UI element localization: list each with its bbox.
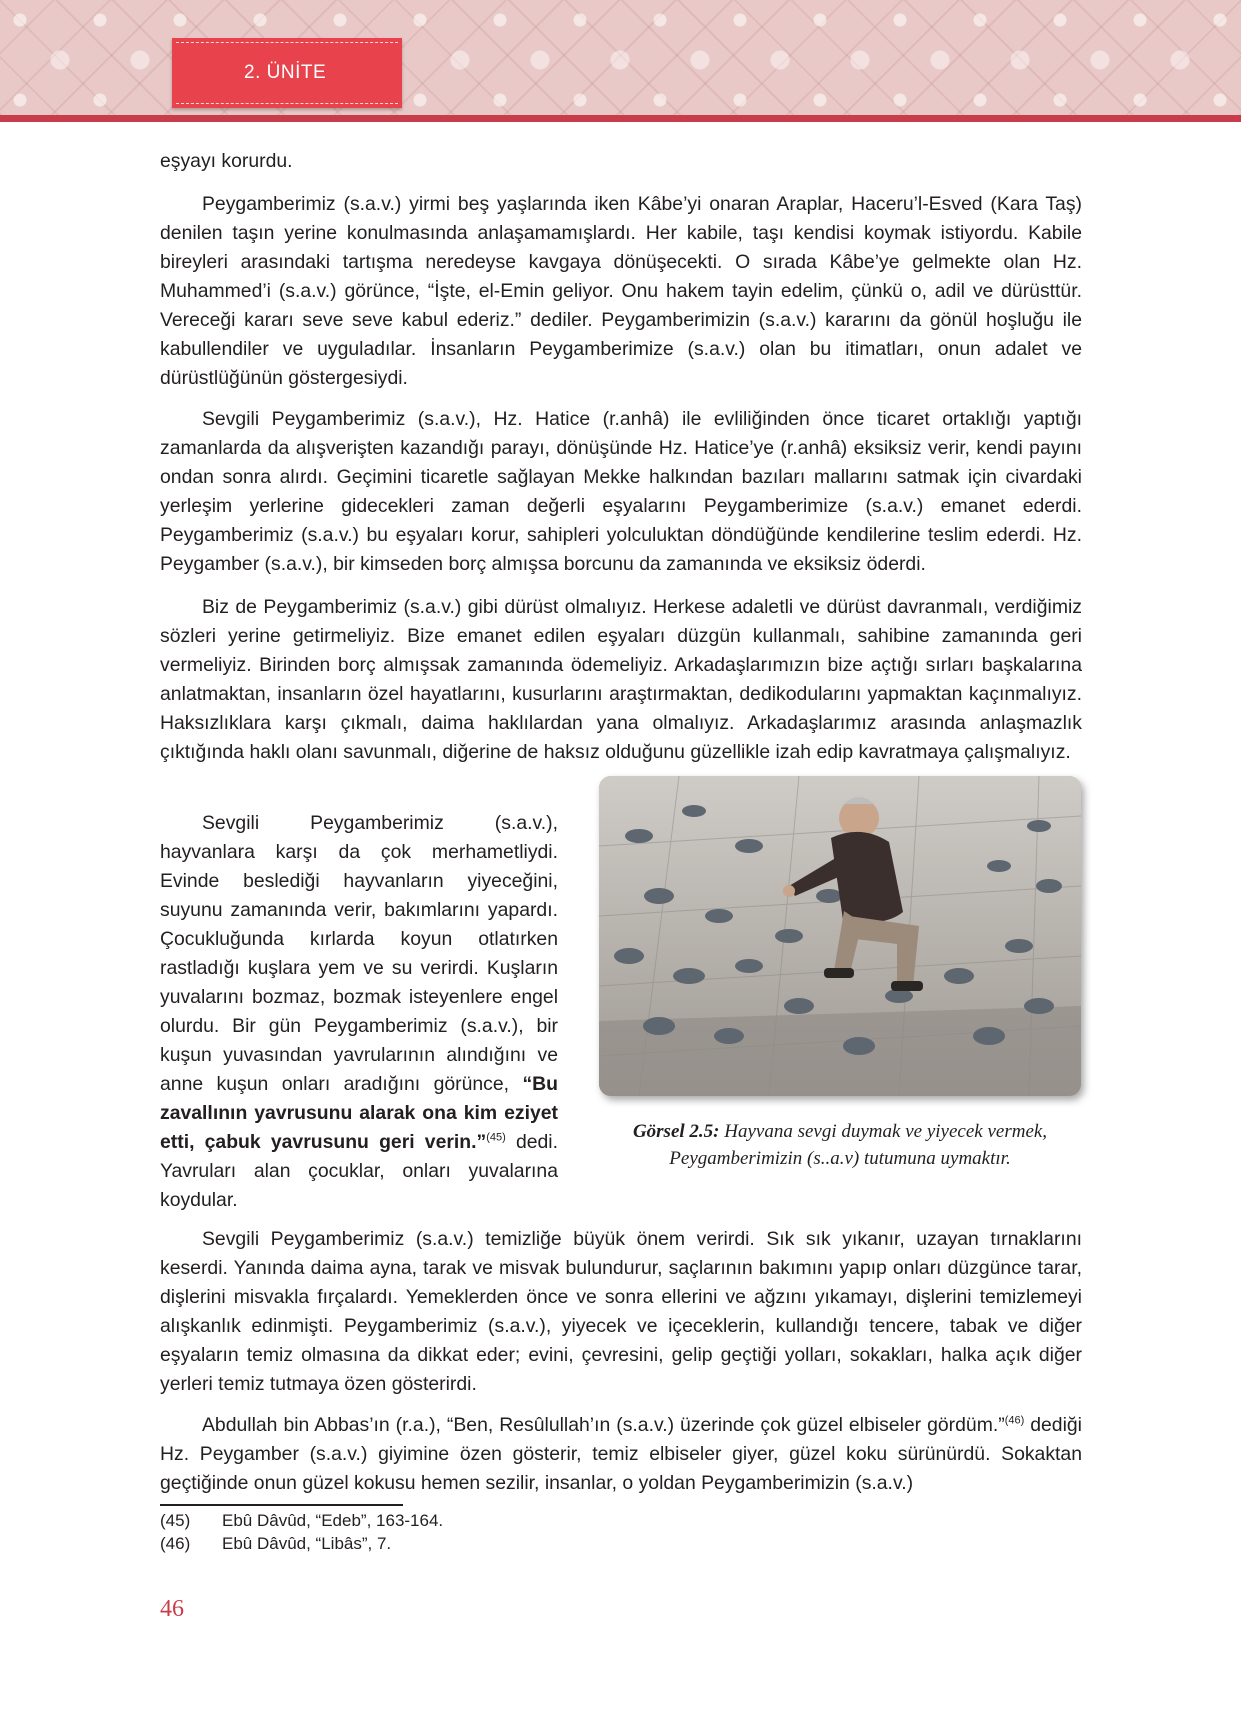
footnote-ref-45: (45) <box>486 1131 506 1144</box>
figure-caption <box>599 1118 1081 1172</box>
footnote-text: Ebû Dâvûd, “Libâs”, 7. <box>222 1534 392 1553</box>
header-divider <box>0 115 1241 122</box>
paragraph-clothing <box>160 1411 1082 1498</box>
paragraph-cleanliness: Sevgili Peygamberimiz (s.a.v.) temizliğe büyük önem verirdi. Sık sık yıkanır, uzayan tırnaklarını keserdi. Yanında daima ayna, tarak ve misvak bulundurur, saçlarının bakımını yapıp onları düzgünce tarar, dişlerini misvakla fırçalardı. Yemeklerden önce ve sonra ellerini ve ağzını yıkamayı, dişlerini temizlemeyi alışkanlık edinmişti. Peygamberimiz (s.a.v.), yiyecek ve içeceklerin, kullandığı tencere, tabak ve diğer eşyaların temiz olmasına da dikkat eder; evini, çevresini, gelip geçtiği yolları, sokakları, halka açık diğer yerleri temiz tutmaya özen gösterirdi. <box>160 1228 1082 1395</box>
footnote-45 <box>160 1510 443 1532</box>
unit-badge <box>172 38 402 108</box>
caption-label: Görsel 2.5: <box>632 1121 720 1142</box>
paragraph-animals <box>160 809 558 1215</box>
animals-text: Sevgili Peygamberimiz (s.a.v.), hayvanlara karşı da çok merhametliydi. Evinde beslediği hayvanların yiyeceğini, suyunu zamanında verir, bakımlarını yapardı. Çocukluğunda kırlarda koyun otlatırken rastladığı kuşlara yem ve su verirdi. Kuşların yuvalarını bozmaz, bozmak isteyenlere engel olurdu. Bir gün Peygamberimiz (s.a.v.), bir kuşun yuvasından yavrularının alındığını ve anne kuşun onları aradığını görünce, <box>160 812 558 1095</box>
caption-text: Hayvana sevgi duymak ve yiyecek vermek, Peygamberimizin (s..a.v) tutumuna uymaktır. <box>669 1121 1048 1169</box>
footnote-number: (45) <box>160 1511 191 1530</box>
page-number: 46 <box>160 1596 184 1622</box>
paragraph-honesty: Biz de Peygamberimiz (s.a.v.) gibi dürüst olmalıyız. Herkese adaletli ve dürüst davranmalı, verdiğimiz sözleri yerine getirmeliyiz. Bize emanet edilen eşyaları düzgün kullanmalı, sahibine zamanında geri vermeliyiz. Birinden borç almışsak zamanında ödemeliyiz. Arkadaşlarımızın bize açtığı sırları başkalarına anlatmaktan, insanların özel hayatlarını, kusurlarını araştırmaktan, dedikodularını yapmaktan kaçınmalıyız. Haksızlıklara karşı çıkmalı, daima haklılardan yana olmalıyız. Arkadaşlarımız arasında anlaşmazlık çıktığında haklı olanı savunmalı, diğerine de haksız olduğunu güzellikle izah edip kavratmaya çalışmalıyız. <box>160 596 1082 763</box>
hadith-quote: “Bu zavallının yavrusunu alarak ona kim eziyet etti, çabuk yavrusunu geri verin.” <box>160 1073 559 1153</box>
clothing-text: Abdullah bin Abbas’ın (r.a.), “Ben, Resûlullah’ın (s.a.v.) üzerinde çok güzel elbiseler gördüm.” <box>202 1414 1005 1436</box>
footnote-46 <box>160 1533 391 1555</box>
unit-label: 2. ÜNİTE <box>244 62 327 83</box>
animals-text-end: dedi. Yavruları alan çocuklar, onları yuvalarına koydular. <box>160 1131 558 1211</box>
paragraph-hatice: Sevgili Peygamberimiz (s.a.v.), Hz. Hatice (r.anhâ) ile evliliğinden önce ticaret ortaklığı yaptığı zamanlarda da alışverişten kazandığı parayı, dönüşünde Hz. Hatice’ye (r.anhâ) eksiksiz verir, kendi payını ondan sonra alırdı. Geçimini ticaretle sağlayan Mekke halkından bazıları mallarını satmak için civardaki yerleşim yerlerine gidecekleri zaman değerli eşyalarını Peygamberimize (s.a.v.) emanet ederdi. Peygamberimiz (s.a.v.) bu eşyaları korur, sahipleri yolculuktan döndüğünde kendilerine teslim ederdi. Hz. Peygamber (s.a.v.), bir kimseden borç almışsa borcunu da zamanında ve eksiksiz öderdi. <box>160 408 1082 575</box>
clothing-text-end: dediği Hz. Peygamber (s.a.v.) giyimine özen gösterir, temiz elbiseler giyer, güzel koku sürünürdü. Sokaktan geçtiğinde onun güzel kokusu hemen sezilir, insanlar, o yoldan Peygamberimizin (s.a.v.) <box>160 1414 1082 1494</box>
paragraph-kabe: Peygamberimiz (s.a.v.) yirmi beş yaşlarında iken Kâbe’yi onaran Araplar, Haceru’l-Esved (Kara Taş) denilen taşın yerine konulmasında anlaşamamışlardı. Her kabile, taşı kendisi koymak istiyordu. Kabile bireyleri arasındaki tartışma neredeyse kavgaya dönüşecekti. O sırada Kâbe’ye gelmekte olan Hz. Muhammed’i (s.a.v.) görünce, “İşte, el-Emin geliyor. Onu hakem tayin edelim, çünkü o, adil ve dürüsttür. Vereceği kararı seve seve kabul ederiz.” dediler. Peygamberimizin (s.a.v.) kararını da gönül hoşluğu ile kabullendiler ve uyguladılar. İnsanların Peygamberimize (s.a.v.) olan bu itimatları, onun adalet ve dürüstlüğünün göstergesiydi. <box>160 193 1082 389</box>
footnote-ref-46: (46) <box>1004 1414 1025 1427</box>
paragraph-continuation: eşyayı korurdu. <box>160 150 293 172</box>
footnote-divider <box>160 1504 403 1506</box>
footnote-number: (46) <box>160 1534 191 1553</box>
footnote-text: Ebû Dâvûd, “Edeb”, 163-164. <box>222 1511 444 1530</box>
photo-illustration <box>599 776 1081 1096</box>
pigeon-feeding-photo <box>599 776 1081 1096</box>
